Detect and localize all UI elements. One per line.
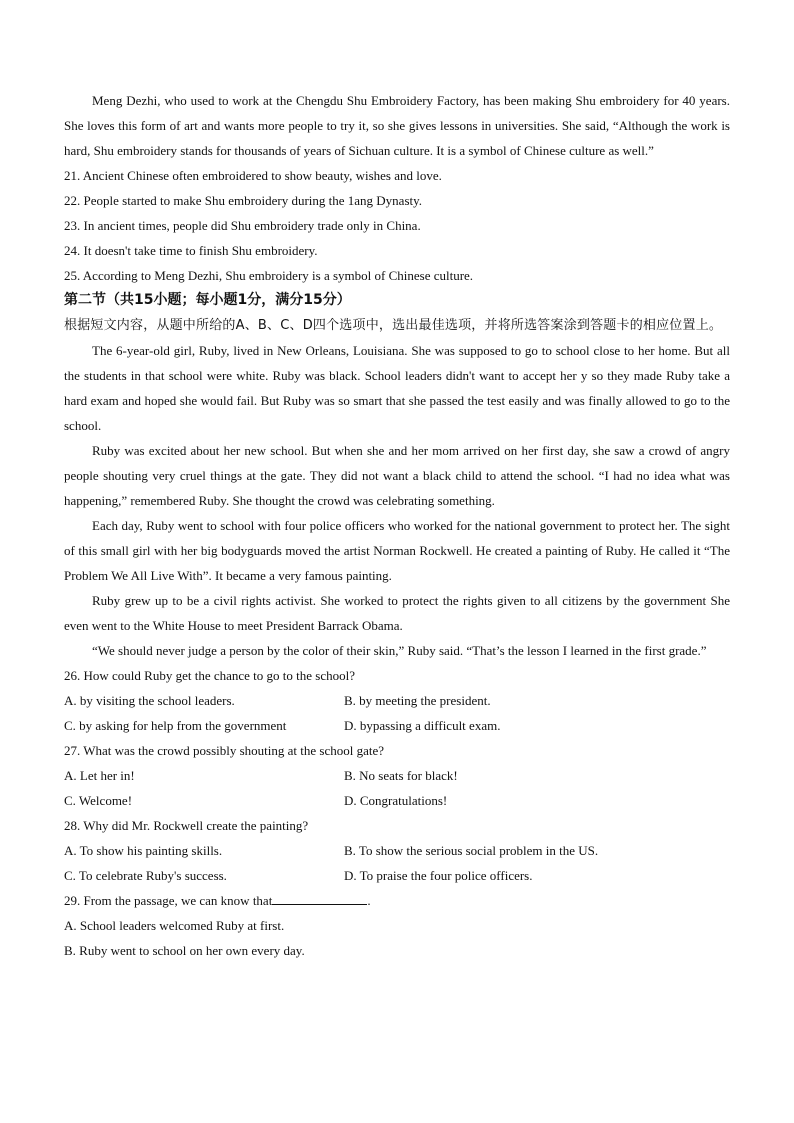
question-26-options-row2 — [64, 713, 730, 738]
statement-25: 25. According to Meng Dezhi, Shu embroidery is a symbol of Chinese culture. — [64, 268, 474, 283]
answer-blank — [272, 890, 367, 905]
option-26a[interactable]: A. by visiting the school leaders. — [64, 693, 235, 708]
question-27-options-row2 — [64, 788, 730, 813]
option-28a[interactable]: A. To show his painting skills. — [64, 843, 223, 858]
option-28b[interactable]: B. To show the serious social problem in the US. — [344, 843, 599, 858]
section2-instruction: 根据短文内容，从题中所给的A、B、C、D四个选项中，选出最佳选项，并将所选答案涂到答题卡的相应位置上。 — [64, 318, 723, 333]
question-29 — [64, 888, 730, 913]
exam-page — [64, 88, 730, 963]
passage2-paragraph-5: “We should never judge a person by the color of their skin,” Ruby said. “That’s the lesson I learned in the first grade.” — [92, 643, 707, 658]
option-26b[interactable]: B. by meeting the president. — [344, 693, 491, 708]
passage2-paragraph-4: Ruby grew up to be a civil rights activist. She worked to protect the rights given to all citizens by the government She even went to the White House to meet President Barrack Obama. — [64, 593, 730, 633]
question-26-options-row1 — [64, 688, 730, 713]
question-27: 27. What was the crowd possibly shouting at the school gate? — [64, 743, 385, 758]
question-29-period: . — [367, 893, 371, 908]
statement-24: 24. It doesn't take time to finish Shu embroidery. — [64, 243, 318, 258]
question-29-text: 29. From the passage, we can know that — [64, 893, 273, 908]
option-29b[interactable]: B. Ruby went to school on her own every day. — [64, 943, 305, 958]
option-27a[interactable]: A. Let her in! — [64, 768, 135, 783]
question-28: 28. Why did Mr. Rockwell create the painting? — [64, 818, 309, 833]
passage2-paragraph-2: Ruby was excited about her new school. But when she and her mom arrived on her first day, she saw a crowd of angry people shouting very cruel things at the gate. They did not want a black child to attend the school. “I had no idea what was happening,” remembered Ruby. She thought the crowd was celebrating something. — [64, 443, 730, 508]
question-28-options-row1 — [64, 838, 730, 863]
statement-21: 21. Ancient Chinese often embroidered to show beauty, wishes and love. — [64, 168, 442, 183]
question-28-options-row2 — [64, 863, 730, 888]
option-27b[interactable]: B. No seats for black! — [344, 768, 458, 783]
option-26d[interactable]: D. bypassing a difficult exam. — [344, 718, 501, 733]
statement-23: 23. In ancient times, people did Shu embroidery trade only in China. — [64, 218, 421, 233]
option-26c[interactable]: C. by asking for help from the government — [64, 718, 287, 733]
option-28d[interactable]: D. To praise the four police officers. — [344, 868, 533, 883]
question-27-options-row1 — [64, 763, 730, 788]
option-29a[interactable]: A. School leaders welcomed Ruby at first. — [64, 918, 285, 933]
passage2-paragraph-1: The 6-year-old girl, Ruby, lived in New Orleans, Louisiana. She was supposed to go to school close to her home. But all the students in that school were white. Ruby was black. School leaders didn't want to accept her y so they made Ruby take a hard exam and hoped she would fail. But Ruby was so smart that she passed the test easily and was finally allowed to go to the school. — [64, 343, 730, 433]
option-28c[interactable]: C. To celebrate Ruby's success. — [64, 868, 227, 883]
passage1-paragraph: Meng Dezhi, who used to work at the Chengdu Shu Embroidery Factory, has been making Shu embroidery for 40 years. She loves this form of art and wants more people to try it, so she gives lessons in universities. She said, “Although the work is hard, Shu embroidery stands for thousands of years of Sichuan culture. It is a symbol of Chinese culture as well.” — [64, 93, 730, 158]
section2-heading: 第二节（共15小题；每小题1分，满分15分） — [64, 292, 351, 308]
passage2-paragraph-3: Each day, Ruby went to school with four police officers who worked for the national government to protect her. The sight of this small girl with her big bodyguards moved the artist Norman Rockwell. He created a painting of Ruby. He called it “The Problem We All Live With”. It became a very famous painting. — [64, 518, 730, 583]
option-27c[interactable]: C. Welcome! — [64, 793, 133, 808]
option-27d[interactable]: D. Congratulations! — [344, 793, 448, 808]
statement-22: 22. People started to make Shu embroidery during the 1ang Dynasty. — [64, 193, 423, 208]
question-26: 26. How could Ruby get the chance to go to the school? — [64, 668, 355, 683]
